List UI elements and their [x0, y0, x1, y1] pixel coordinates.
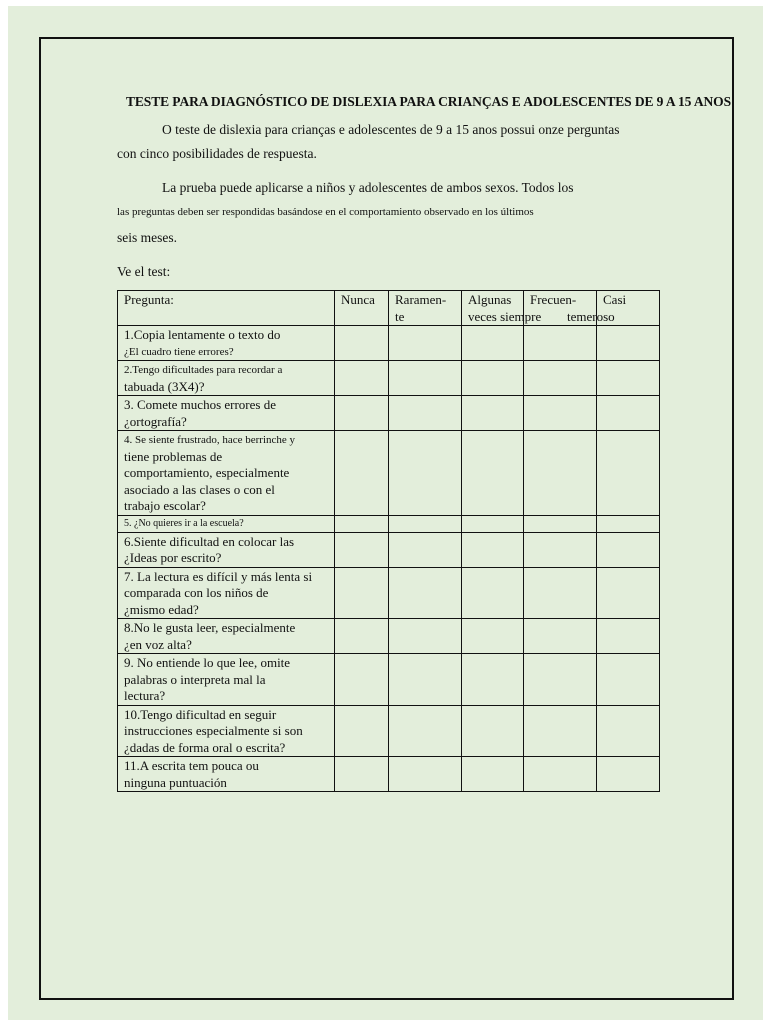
answer-cell-frecuente[interactable] — [524, 515, 597, 532]
table-row — [118, 705, 660, 757]
header-frecuente-line-2: temeroso — [567, 308, 615, 324]
intro-line-3: La prueba puede aplicarse a niños y adolescentes de ambos sexos. Todos los — [162, 180, 574, 195]
header-nunca — [335, 291, 389, 326]
answer-cell-algunas[interactable] — [462, 654, 524, 706]
header-raramente-line-1: Raramen- — [395, 292, 447, 307]
answer-cell-raramente[interactable] — [389, 396, 462, 431]
question-9-line-3: lectura? — [124, 688, 166, 703]
question-10-line-3: ¿dadas de forma oral o escrita? — [124, 739, 286, 755]
intro-line-4: las preguntas deben ser respondidas basándose en el comportamiento observado en los últimos — [117, 206, 534, 218]
answer-cell-casi[interactable] — [597, 757, 660, 792]
answer-cell-raramente[interactable] — [389, 654, 462, 706]
question-cell — [118, 757, 335, 792]
question-2-line-2: tabuada (3X4)? — [124, 378, 205, 394]
answer-cell-raramente[interactable] — [389, 326, 462, 361]
answer-cell-frecuente[interactable] — [524, 705, 597, 757]
table-row — [118, 619, 660, 654]
answer-cell-nunca[interactable] — [335, 705, 389, 757]
intro-line-2: con cinco posibilidades de respuesta. — [117, 146, 317, 161]
answer-cell-nunca[interactable] — [335, 619, 389, 654]
answer-cell-raramente[interactable] — [389, 361, 462, 396]
question-9-line-1: 9. No entiende lo que lee, omite — [124, 655, 291, 670]
answer-cell-raramente[interactable] — [389, 757, 462, 792]
dyslexia-test-table — [117, 290, 660, 792]
answer-cell-frecuente[interactable] — [524, 431, 597, 516]
answer-cell-casi[interactable] — [597, 396, 660, 431]
question-cell — [118, 567, 335, 619]
question-6-line-2: ¿Ideas por escrito? — [124, 550, 222, 565]
table-row — [118, 567, 660, 619]
question-7-line-3: ¿mismo edad? — [124, 601, 199, 617]
answer-cell-casi[interactable] — [597, 705, 660, 757]
question-cell — [118, 705, 335, 757]
answer-cell-frecuente[interactable] — [524, 757, 597, 792]
question-7-line-1: 7. La lectura es difícil y más lenta si — [124, 568, 313, 584]
question-cell — [118, 431, 335, 516]
answer-cell-algunas[interactable] — [462, 515, 524, 532]
question-cell — [118, 361, 335, 396]
answer-cell-frecuente[interactable] — [524, 567, 597, 619]
answer-cell-algunas[interactable] — [462, 361, 524, 396]
answer-cell-nunca[interactable] — [335, 532, 389, 567]
question-cell — [118, 619, 335, 654]
answer-cell-algunas[interactable] — [462, 619, 524, 654]
question-4-line-4: asociado a las clases o con el — [124, 481, 275, 497]
answer-cell-raramente[interactable] — [389, 567, 462, 619]
question-3-line-1: 3. Comete muchos errores de — [124, 397, 276, 412]
table-row — [118, 431, 660, 516]
answer-cell-frecuente[interactable] — [524, 361, 597, 396]
question-8-line-1: 8.No le gusta leer, especialmente — [124, 620, 296, 635]
question-4-line-3: comportamiento, especialmente — [124, 465, 290, 480]
answer-cell-raramente[interactable] — [389, 705, 462, 757]
answer-cell-algunas[interactable] — [462, 396, 524, 431]
answer-cell-nunca[interactable] — [335, 326, 389, 361]
question-10-line-2: instrucciones especialmente si son — [124, 723, 303, 738]
question-cell — [118, 396, 335, 431]
answer-cell-nunca[interactable] — [335, 431, 389, 516]
answer-cell-casi[interactable] — [597, 654, 660, 706]
question-1-line-1: 1.Copia lentamente o texto do — [124, 327, 281, 342]
answer-cell-nunca[interactable] — [335, 515, 389, 532]
intro-line-5: seis meses. — [117, 230, 177, 245]
answer-cell-casi[interactable] — [597, 619, 660, 654]
header-nunca-label: Nunca — [341, 292, 375, 307]
header-raramente-line-2: te — [395, 308, 405, 324]
answer-cell-casi[interactable] — [597, 431, 660, 516]
answer-cell-frecuente[interactable] — [524, 532, 597, 567]
table-row — [118, 326, 660, 361]
answer-cell-nunca[interactable] — [335, 396, 389, 431]
table-header-row — [118, 291, 660, 326]
question-4-line-2: tiene problemas de — [124, 448, 223, 464]
question-cell — [118, 654, 335, 706]
answer-cell-algunas[interactable] — [462, 532, 524, 567]
document-title: TESTE PARA DIAGNÓSTICO DE DISLEXIA PARA CRIANÇAS E ADOLESCENTES DE 9 A 15 ANOS — [126, 94, 731, 109]
answer-cell-nunca[interactable] — [335, 361, 389, 396]
question-10-line-1: 10.Tengo dificultad en seguir — [124, 706, 277, 722]
question-8-line-2: ¿en voz alta? — [124, 636, 192, 652]
answer-cell-casi[interactable] — [597, 532, 660, 567]
question-cell — [118, 532, 335, 567]
answer-cell-casi[interactable] — [597, 361, 660, 396]
question-11-line-1: 11.A escrita tem pouca ou — [124, 758, 259, 773]
answer-cell-raramente[interactable] — [389, 532, 462, 567]
answer-cell-nunca[interactable] — [335, 654, 389, 706]
answer-cell-algunas[interactable] — [462, 705, 524, 757]
answer-cell-casi[interactable] — [597, 567, 660, 619]
header-algunas-line-1: Algunas — [468, 292, 512, 307]
question-2-line-1: 2.Tengo dificultades para recordar a — [124, 364, 283, 376]
answer-cell-raramente[interactable] — [389, 431, 462, 516]
table-row — [118, 361, 660, 396]
answer-cell-algunas[interactable] — [462, 326, 524, 361]
question-9-line-2: palabras o interpreta mal la — [124, 671, 266, 687]
answer-cell-frecuente[interactable] — [524, 326, 597, 361]
answer-cell-nunca[interactable] — [335, 567, 389, 619]
intro-line-6: Ve el test: — [117, 264, 171, 279]
question-11-line-2: ninguna puntuación — [124, 774, 227, 790]
answer-cell-frecuente[interactable] — [524, 396, 597, 431]
table-row — [118, 757, 660, 792]
answer-cell-raramente[interactable] — [389, 515, 462, 532]
intro-line-1: O teste de dislexia para crianças e adolescentes de 9 a 15 anos possui onze perguntas — [162, 122, 620, 137]
answer-cell-casi[interactable] — [597, 515, 660, 532]
answer-cell-algunas[interactable] — [462, 567, 524, 619]
answer-cell-algunas[interactable] — [462, 431, 524, 516]
question-6-line-1: 6.Siente dificultad en colocar las — [124, 533, 295, 549]
question-cell — [118, 515, 335, 532]
question-5-line-1: 5. ¿No quieres ir a la escuela? — [124, 517, 244, 529]
table-row — [118, 532, 660, 567]
header-algunas-line-2: veces siempre — [468, 308, 542, 324]
header-algunas — [462, 291, 542, 326]
table-row — [118, 515, 660, 532]
header-pregunta-label: Pregunta: — [124, 292, 174, 307]
table-row — [118, 396, 660, 431]
answer-cell-raramente[interactable] — [389, 619, 462, 654]
question-cell — [118, 326, 335, 361]
answer-cell-frecuente[interactable] — [524, 619, 597, 654]
table-row — [118, 654, 660, 706]
question-3-line-2: ¿ortografía? — [124, 413, 187, 429]
header-casi-line-1: Casi — [603, 292, 627, 307]
question-4-line-5: trabajo escolar? — [124, 498, 206, 513]
question-1-line-2: ¿El cuadro tiene errores? — [124, 345, 234, 358]
header-frecuente-line-1: Frecuen- — [530, 292, 577, 307]
answer-cell-nunca[interactable] — [335, 757, 389, 792]
answer-cell-frecuente[interactable] — [524, 654, 597, 706]
header-pregunta — [118, 291, 335, 326]
answer-cell-algunas[interactable] — [462, 757, 524, 792]
question-7-line-2: comparada con los niños de — [124, 585, 269, 600]
header-raramente — [389, 291, 462, 326]
question-4-line-1: 4. Se siente frustrado, hace berrinche y — [124, 434, 296, 446]
answer-cell-casi[interactable] — [597, 326, 660, 361]
